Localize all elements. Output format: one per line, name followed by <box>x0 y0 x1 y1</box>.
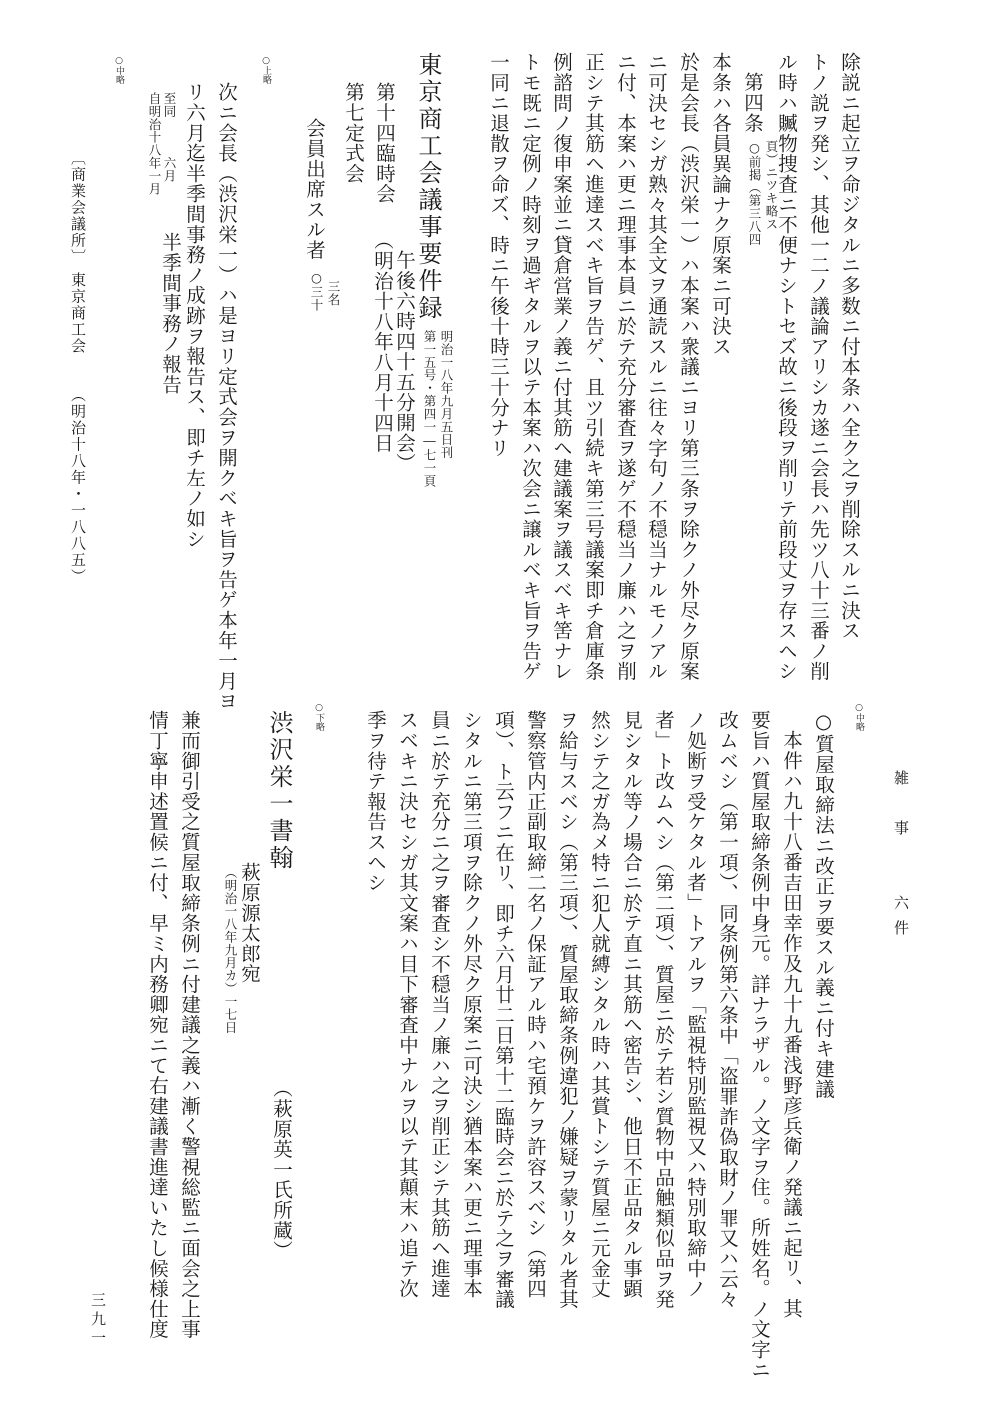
letter-line: 情丁寧申述置候ニ付、早ミ内務卿宛ニて右建議書進達いたし候様仕度 <box>146 710 169 1340</box>
report-period: 自明治十八年一月 <box>147 92 162 196</box>
letter-title: 渋沢栄一書翰 <box>265 710 293 872</box>
text-line: 見シタル等ノ場合ニ於テ直ニ其筋ヘ密告シ、他日不正品タル事顕 <box>620 710 643 1299</box>
text-line: 然シテ之ガ為メ特ニ犯人就縛シタル時ハ其賞トシテ質屋ニ元金丈 <box>588 710 611 1299</box>
text-line: 項）、ト云フニ在リ、即チ六月廿二日第十二臨時会ニ於テ之ヲ審議 <box>492 710 515 1310</box>
article-note: ○前掲（第三八四 <box>747 140 762 246</box>
letter-date: （明治一八年九月カ）一七日 <box>223 866 238 1034</box>
text-line: ノ処断ヲ受ケタル者」トアルヲ「監視特別監視又ハ特別取締中ノ <box>684 710 707 1299</box>
meeting-date: 午後六時四十五分開会） <box>393 250 416 474</box>
text-line: ル時ハ贓物捜査ニ不便ナシトセズ故ニ後段ヲ削リテ前段丈ヲ存スヘシ <box>775 52 798 682</box>
text-line: 於是会長（渋沢栄一）ハ本案ハ衆議ニヨリ第三条ヲ除クノ外尽ク原案 <box>677 52 700 682</box>
text-line: 警察管内正副取締二名ノ保証アル時ハ宅預ケヲ許容スベシ（第四 <box>524 710 547 1299</box>
misc-heading: 雑 事 六件 <box>892 770 910 945</box>
letter-owner: （萩原英一氏所蔵） <box>270 1078 293 1261</box>
text-line: ニ可決セシガ熟々其全文ヲ通読スルニ往々字句ノ不穏当ナルモノアル <box>645 52 668 682</box>
section-title: ○質屋取締法ニ改正ヲ要スル義ニ付キ建議 <box>812 710 835 1100</box>
members-count: ○三十 <box>309 270 324 312</box>
text-line: 一同ニ退散ヲ命ズ、時ニ午後十時三十分ナリ <box>487 52 510 458</box>
report-period: 至同 六月 <box>162 92 177 183</box>
meeting-date: （明治十八年八月十四日 <box>371 230 394 454</box>
omission-marker: ○上略 <box>261 56 271 84</box>
text-line: ニ付、本案ハ更ニ理事本員ニ於テ充分審査ヲ遂ゲ不穏当ノ廉ハ之ヲ削 <box>614 52 637 682</box>
text-line: 本条ハ各員異論ナク原案ニ可決ス <box>709 52 732 357</box>
omission-marker: ○下略 <box>314 703 324 731</box>
text-line: シタルニ第三項ヲ除クノ外尽ク原案ニ可決シ猶本案ハ更ニ理事本 <box>460 710 483 1299</box>
text-line: トノ説ヲ発シ、其他一二ノ議論アリシカ遂ニ会長ハ先ツ八十三番ノ削 <box>807 52 830 682</box>
omission-marker: ○中略 <box>114 56 124 84</box>
record-title: 東京商工会議事要件録 <box>414 52 442 322</box>
regular-meeting: 第七定式会 <box>342 82 365 184</box>
record-publication: 第一五号・第四一―七一頁 <box>422 330 437 488</box>
text-line: 除説ニ起立ヲ命ジタルニ多数ニ付本条ハ全ク之ヲ削除スルニ決ス <box>838 52 861 641</box>
text-line: 員ニ於テ充分ニ之ヲ審査シ不穏当ノ廉ハ之ヲ削正シテ其筋ヘ進達 <box>428 710 451 1299</box>
text-line: 季ヲ待テ報告スヘシ <box>364 710 387 893</box>
text-line: 要旨ハ質屋取締条例中身元。詳ナラザル。ノ文字ヲ住。所姓名。ノ文字ニ <box>748 710 771 1380</box>
text-line: 本件ハ九十八番吉田幸作及九十九番浅野彦兵衛ノ発議ニ起リ、其 <box>780 730 803 1319</box>
text-line: 例諮問ノ復申案並ニ貸倉営業ノ義ニ付其筋ヘ建議案ヲ議スベキ筈ナレ <box>550 52 573 682</box>
text-line: 者」ト改ムヘシ（第二項）、質屋ニ於テ若シ質物中品触類似品ヲ発 <box>652 710 675 1310</box>
article-note: 頁）ニツキ略ス <box>764 140 779 231</box>
text-line: 正シテ其筋ヘ進達スベキ旨ヲ告ゲ、且ツ引続キ第三号議案即チ倉庫条 <box>582 52 605 682</box>
text-line: 改ムベシ（第一項）、同条例第六条中「盗罪詐偽取財ノ罪又ハ云々 <box>716 710 739 1310</box>
meeting-title: 第十四臨時会 <box>373 82 396 204</box>
article-four-heading: 第四条 <box>741 72 764 133</box>
source-name: 東京商工会 <box>69 272 87 355</box>
omission-marker: ○中略 <box>854 703 864 731</box>
source-bracket: 〔商業会議所〕 <box>69 150 87 266</box>
text-line: スベキニ決セシガ其文案ハ目下審査中ナルヲ以テ其顛末ハ追テ次 <box>396 710 419 1299</box>
letter-line: 兼而御引受之質屋取締条例ニ付建議之義ハ漸く警視総監ニ面会之上事 <box>178 710 201 1340</box>
letter-recipient: 萩原源太郎宛 <box>238 862 261 984</box>
members-count: 三名 <box>326 280 341 306</box>
text-line: ヲ給与スベシ（第三項）、質屋取締条例違犯ノ嫌疑ヲ蒙リタル者其 <box>556 710 579 1310</box>
text-line: 次ニ会長（渋沢栄一）ハ是ヨリ定式会ヲ開クベキ旨ヲ告ゲ本年一月ヨ <box>215 82 238 712</box>
page-number: 三九一 <box>89 1292 107 1349</box>
text-line: トモ既ニ定例ノ時刻ヲ過ギタルヲ以テ本案ハ次会ニ譲ルベキ旨ヲ告ゲ <box>519 52 542 682</box>
members-present: 会員出席スル者 <box>303 118 326 261</box>
text-line: リ六月迄半季間事務ノ成跡ヲ報告ス、即チ左ノ如シ <box>183 82 206 549</box>
source-year: （明治十八年・一八八五） <box>69 387 87 585</box>
report-title: 半季間事務ノ報告 <box>159 232 182 395</box>
record-publication: 明治一八年九月五日刊 <box>439 330 454 459</box>
